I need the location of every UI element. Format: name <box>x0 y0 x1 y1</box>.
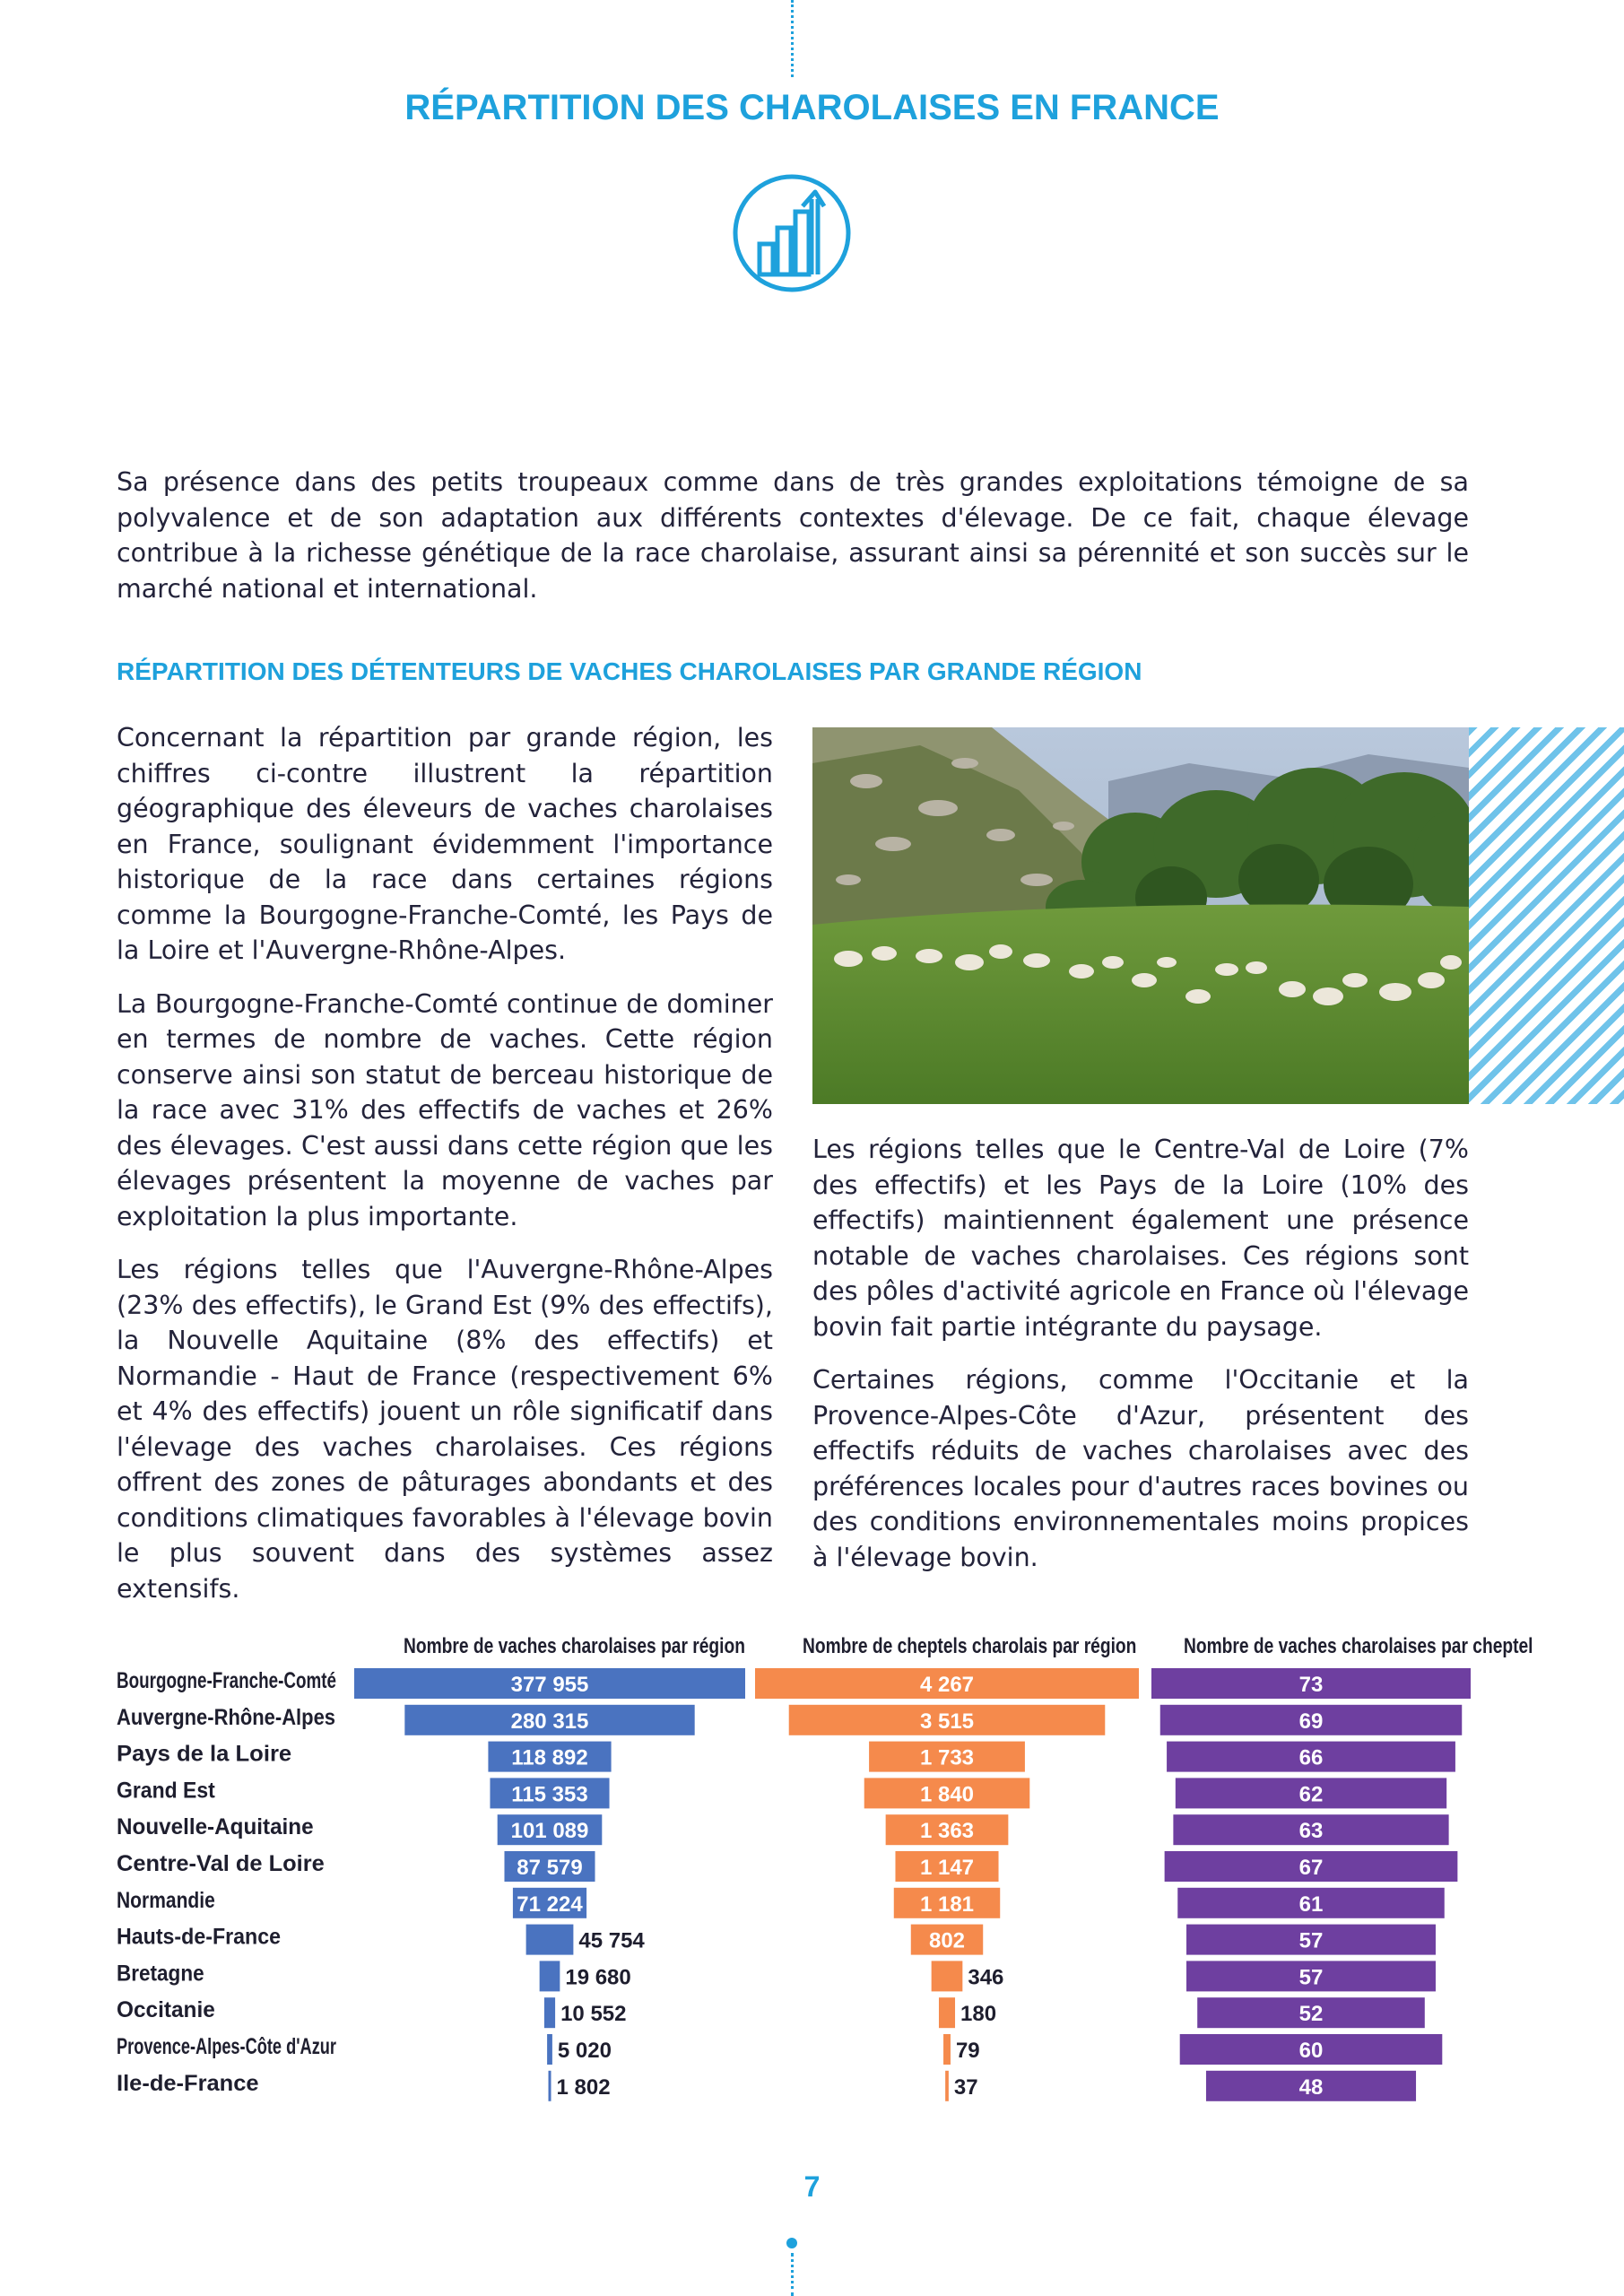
page-number: 7 <box>803 2170 821 2203</box>
bar-value-label: 377 955 <box>510 1673 589 1697</box>
bar <box>544 1997 555 2028</box>
bar-value-label: 3 515 <box>919 1709 975 1734</box>
region-label: Nouvelle-Aquitaine <box>117 1814 314 1840</box>
left-column <box>117 720 773 1624</box>
bar <box>943 2034 951 2065</box>
bar-value-label: 115 353 <box>511 1782 588 1807</box>
bar-value-label: 180 <box>960 2002 997 2027</box>
bar-value-label: 61 <box>1298 1892 1324 1917</box>
bar-value-label: 5 020 <box>557 2039 612 2063</box>
bar-value-label: 87 579 <box>517 1856 583 1880</box>
left-paragraph: Concernant la répartition par grande région, les chiffres ci-contre illustrent la répartition géographique des éleveurs de vaches charolaises en France, soulignant évidemment l'importance historique de la race dans certaines régions comme la Bourgogne-Franche-Comté, les Pays de la Loire et l'Auvergne-Rhône-Alpes. <box>117 723 773 965</box>
region-label: Ile-de-France <box>117 2070 259 2096</box>
region-label: Occitanie <box>117 1997 215 2023</box>
bar-value-label: 19 680 <box>565 1965 631 1990</box>
bar-value-label: 62 <box>1298 1782 1324 1807</box>
region-label: Bourgogne-Franche-Comté <box>117 1668 337 1693</box>
region-label: Centre-Val de Loire <box>117 1851 325 1876</box>
bar-value-label: 1 147 <box>919 1856 975 1880</box>
bar-value-label: 37 <box>953 2074 978 2100</box>
region-label: Pays de la Loire <box>117 1741 292 1767</box>
bar-value-label: 346 <box>968 1965 1004 1990</box>
bar-value-label: 69 <box>1298 1709 1324 1734</box>
region-label: Bretagne <box>117 1961 204 1987</box>
bottom-dotted-line <box>791 2253 794 2296</box>
bar-value-label: 45 754 <box>578 1928 645 1953</box>
region-label: Auvergne-Rhône-Alpes <box>117 1704 335 1730</box>
top-dotted-line <box>791 0 794 77</box>
region-bar-charts <box>0 1665 1624 2113</box>
region-label: Normandie <box>117 1887 215 1913</box>
chart-title-herds: Nombre de cheptels charolais par région <box>803 1634 1137 1658</box>
bar-value-label: 57 <box>1298 1965 1324 1990</box>
chart-title-cows: Nombre de vaches charolaises par région <box>404 1634 745 1658</box>
chart-title-cows-per-herd: Nombre de vaches charolaises par cheptel <box>1184 1634 1533 1658</box>
bar-value-label: 57 <box>1298 1928 1324 1953</box>
bar-value-label: 4 267 <box>919 1673 975 1697</box>
right-paragraph: Certaines régions, comme l'Occitanie et la Provence-Alpes-Côte d'Azur, présentent des effectifs réduits de vaches charolaises avec des préférences locales pour d'autres races bovines ou des conditions environnementales moins propices à l'élevage bovin. <box>812 1365 1469 1572</box>
bar-value-label: 66 <box>1298 1745 1324 1770</box>
bar-value-label: 73 <box>1298 1673 1324 1697</box>
bar <box>945 2071 949 2101</box>
bar-value-label: 79 <box>955 2039 980 2063</box>
bar <box>939 1997 955 2028</box>
bar <box>526 1925 574 1955</box>
right-column <box>812 1132 1469 1593</box>
section-subtitle: RÉPARTITION DES DÉTENTEURS DE VACHES CHAROLAISES PAR GRANDE RÉGION <box>117 657 1142 685</box>
bar-value-label: 67 <box>1298 1856 1324 1880</box>
bar-value-label: 280 315 <box>510 1709 589 1734</box>
bar-value-label: 1 802 <box>556 2074 611 2100</box>
right-paragraph: Les régions telles que le Centre-Val de Loire (7% des effectifs) et les Pays de la Loire (10% des effectifs) maintiennent également une présence notable de vaches charolaises. Ces régions sont des pôles d'activité agricole en France où l'élevage bovin fait partie intégrante du paysage. <box>812 1135 1469 1342</box>
left-paragraph: La Bourgogne-Franche-Comté continue de dominer en termes de nombre de vaches. Cette région conserve ainsi son statut de berceau historique de la race avec 31% des effectifs de vaches et 26% des élevages. C'est aussi dans cette région que les élevages présentent la moyenne de vaches par exploitation la plus importante. <box>117 988 773 1231</box>
bar-value-label: 48 <box>1298 2074 1324 2100</box>
region-label: Hauts-de-France <box>117 1924 282 1950</box>
bar <box>547 2034 552 2065</box>
bar-value-label: 10 552 <box>560 2002 627 2027</box>
bar-value-label: 1 840 <box>919 1782 975 1807</box>
bar-value-label: 60 <box>1298 2039 1324 2063</box>
bar-value-label: 63 <box>1298 1819 1324 1844</box>
bar <box>932 1961 963 1991</box>
bar <box>540 1961 560 1991</box>
left-paragraph: Les régions telles que l'Auvergne-Rhône-Alpes (23% des effectifs), le Grand Est (9% des effectifs), la Nouvelle Aquitaine (8% des effectifs) et Normandie - Haut de France (respectivement 6% et 4% des effectifs) jouent un rôle significatif dans l'élevage des vaches charolaises. Ces régions offrent des zones de pâturages abondants et des conditions climatiques favorables à l'élevage bovin le plus souvent dans des systèmes assez extensifs. <box>117 1255 773 1604</box>
bar-value-label: 71 224 <box>517 1892 583 1917</box>
region-label: Grand Est <box>117 1778 216 1804</box>
bar-value-label: 802 <box>928 1928 966 1953</box>
bottom-dot <box>786 2238 797 2248</box>
bar-value-label: 1 363 <box>919 1819 975 1844</box>
bar-value-label: 1 181 <box>919 1892 975 1917</box>
region-label: Provence-Alpes-Côte d'Azur <box>117 2034 337 2059</box>
intro-paragraph: Sa présence dans des petits troupeaux comme dans de très grandes exploitations témoigne de sa polyvalence et de son adaptation aux différents contextes d'élevage. De ce fait, chaque élevage contribue à la richesse génétique de la race charolaise, assurant ainsi sa pérennité et son succès sur le marché national et international. <box>117 467 1469 604</box>
bar-value-label: 52 <box>1298 2002 1324 2027</box>
bar-chart-growth-icon <box>731 172 853 294</box>
charolais-cattle-grazing-photo <box>812 727 1469 1104</box>
bar <box>549 2071 551 2101</box>
bar-value-label: 101 089 <box>510 1819 589 1844</box>
page-title: RÉPARTITION DES CHAROLAISES EN FRANCE <box>404 88 1220 127</box>
bar-value-label: 1 733 <box>919 1745 975 1770</box>
bar-value-label: 118 892 <box>511 1745 588 1770</box>
decorative-stripes <box>1469 727 1624 1104</box>
